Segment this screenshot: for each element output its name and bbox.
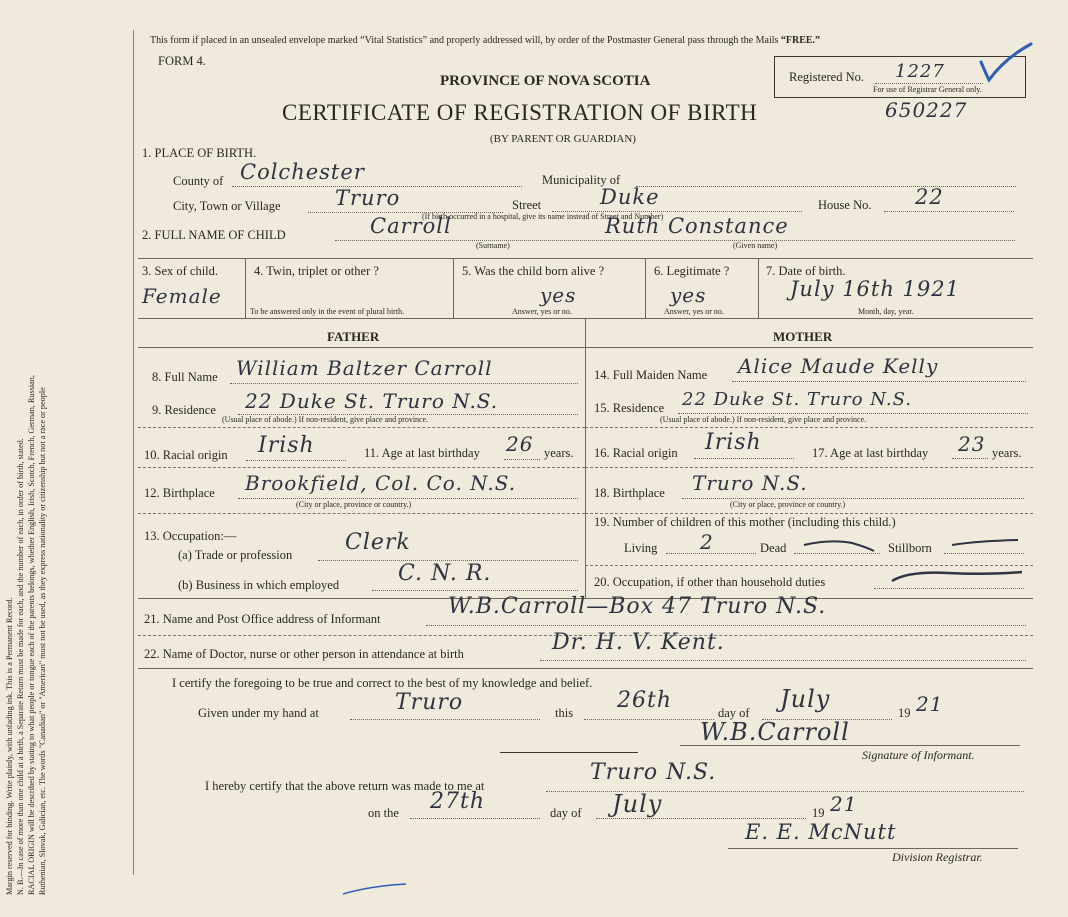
margin-rule [133, 30, 134, 875]
father-residence-note: (Usual place of abode.) If non-resident, give place and province. [222, 415, 429, 424]
margin-note-multiple-births: N. B.—In case of more than one child at a birth, a Separate Return must be made for each, and the number of each, in order of birth, stated. [16, 438, 25, 895]
mother-age-label: 17. Age at last birthday [812, 446, 929, 460]
mother-occupation-dash-mark [888, 567, 1028, 589]
child-surname-value: Carroll [370, 214, 452, 238]
given-year-value: 21 [916, 692, 944, 716]
dead-label: Dead [760, 541, 787, 555]
father-birthplace-value: Brookfield, Col. Co. N.S. [245, 471, 517, 495]
date-of-birth-value: July 16th 1921 [790, 277, 961, 301]
father-name-value: William Baltzer Carroll [236, 356, 493, 380]
father-name-label: 8. Full Name [152, 370, 218, 384]
surname-caption: (Surname) [476, 241, 510, 250]
mother-name-value: Alice Maude Kelly [738, 354, 939, 378]
blue-ink-mark [340, 882, 410, 898]
registered-number: 1227 [895, 61, 945, 82]
street-value: Duke [600, 185, 660, 209]
registered-label: Registered No. [789, 70, 864, 84]
living-value: 2 [700, 530, 714, 554]
certify-text: I certify the foregoing to be true and correct to the best of my knowledge and belief. [172, 676, 593, 690]
mother-name-label: 14. Full Maiden Name [594, 368, 708, 382]
father-birthplace-label: 12. Birthplace [144, 486, 215, 500]
margin-note-racial-origin-cont: Ruthenian, Slovak, Galician, etc. The words "Canadian" or "American" must not be used, as they express nationality or citizenship but not a race or people [38, 387, 47, 895]
given-name-caption: (Given name) [733, 241, 778, 250]
mother-occupation-label: 20. Occupation, if other than household duties [594, 575, 826, 589]
date-of-birth-label: 7. Date of birth. [766, 264, 846, 278]
given-under-hand-label: Given under my hand at [198, 706, 319, 720]
trade-value: Clerk [345, 530, 411, 555]
mother-residence-value: 22 Duke St. Truro N.S. [682, 389, 913, 410]
mail-notice: This form if placed in an unsealed envelope marked “Vital Statistics” and properly addressed will, by order of the Postmaster General pass through the Mails “FREE.” [150, 35, 821, 46]
child-given-name-value: Ruth Constance [605, 214, 789, 238]
page-subtitle: (BY PARENT OR GUARDIAN) [490, 133, 636, 145]
twin-note: To be answered only in the event of plural birth. [250, 307, 405, 316]
business-label: (b) Business in which employed [178, 578, 340, 592]
born-alive-label: 5. Was the child born alive ? [462, 264, 605, 278]
hospital-note: (If birth occurred in a hospital, give its name instead of Street and Number) [422, 212, 664, 221]
form-number: FORM 4. [158, 54, 206, 68]
trade-label: (a) Trade or profession [178, 548, 293, 562]
province-heading: PROVINCE OF NOVA SCOTIA [440, 73, 651, 89]
house-number-label: House No. [818, 198, 872, 212]
handwritten-number: 650227 [885, 98, 968, 122]
city-label: City, Town or Village [173, 199, 281, 213]
father-racial-origin-value: Irish [258, 433, 315, 458]
father-age-years: years. [544, 446, 574, 460]
mother-racial-origin-value: Irish [705, 430, 762, 455]
mother-age-value: 23 [958, 432, 986, 456]
informant-signature: W.B.Carroll [700, 718, 850, 746]
registrar-year-value: 21 [830, 792, 858, 816]
mother-birthplace-note: (City or place, province or country.) [730, 500, 846, 509]
mother-age-years: years. [992, 446, 1022, 460]
registrar-month-value: July [612, 790, 663, 818]
mother-racial-origin-label: 16. Racial origin [594, 446, 678, 460]
father-residence-label: 9. Residence [152, 403, 216, 417]
given-month-value: July [780, 685, 831, 713]
sex-label: 3. Sex of child. [142, 264, 219, 278]
city-value: Truro [335, 186, 401, 210]
division-registrar-caption: Division Registrar. [892, 850, 983, 864]
registrar-general-note: For use of Registrar General only. [873, 85, 982, 94]
county-value: Colchester [240, 160, 365, 184]
municipality-label: Municipality of [542, 173, 621, 187]
given-day-of-label: day of [718, 706, 750, 720]
registrar-place-value: Truro N.S. [590, 760, 717, 785]
father-age-value: 26 [506, 432, 534, 456]
living-label: Living [624, 541, 658, 555]
father-age-label: 11. Age at last birthday [364, 446, 480, 460]
dead-dash-mark [800, 537, 880, 553]
registrar-day-value: 27th [430, 789, 486, 814]
registrar-day-of-label: day of [550, 806, 582, 820]
given-day-value: 26th [617, 688, 673, 713]
mother-birthplace-value: Truro N.S. [692, 471, 808, 495]
registrar-signature: E. E. McNutt [745, 820, 897, 844]
born-alive-note: Answer, yes or no. [512, 307, 572, 316]
street-label: Street [512, 198, 542, 212]
informant-value: W.B.Carroll—Box 47 Truro N.S. [448, 594, 827, 619]
mother-residence-note: (Usual place of abode.) If non-resident, give place and province. [660, 415, 867, 424]
doctor-value: Dr. H. V. Kent. [552, 630, 725, 655]
mail-notice-free: “FREE.” [780, 35, 821, 46]
father-birthplace-note: (City or place, province or country.) [296, 500, 412, 509]
stillborn-label: Stillborn [888, 541, 932, 555]
born-alive-value: yes [540, 283, 577, 307]
legitimate-label: 6. Legitimate ? [654, 264, 730, 278]
legitimate-note: Answer, yes or no. [664, 307, 724, 316]
house-number-value: 22 [915, 185, 944, 209]
children-count-label: 19. Number of children of this mother (including this child.) [594, 515, 896, 529]
registrar-year-prefix: 19 [812, 806, 825, 820]
registrar-certify-text: I hereby certify that the above return was made to me at [205, 779, 485, 793]
doctor-label: 22. Name of Doctor, nurse or other person in attendance at birth [144, 647, 464, 661]
margin-note-racial-origin: RACIAL ORIGIN will be described by stating to what people or tongue each of the parents belongs, whether English, Irish, Scotch, French, German, Russian, [27, 375, 36, 895]
twin-label: 4. Twin, triplet or other ? [254, 264, 379, 278]
mother-birthplace-label: 18. Birthplace [594, 486, 665, 500]
given-place-value: Truro [395, 690, 464, 715]
mother-residence-label: 15. Residence [594, 401, 665, 415]
father-heading: FATHER [327, 329, 380, 344]
sex-value: Female [142, 284, 222, 308]
given-year-prefix: 19 [898, 706, 911, 720]
place-of-birth-label: 1. PLACE OF BIRTH. [142, 146, 257, 160]
margin-note-binding: Margin reserved for binding. Write plainly, with unfading ink. This is a Permanent Record. [5, 597, 14, 895]
father-residence-value: 22 Duke St. Truro N.S. [245, 389, 499, 413]
child-name-label: 2. FULL NAME OF CHILD [142, 228, 286, 242]
legitimate-value: yes [670, 283, 707, 307]
stillborn-dash-mark [948, 535, 1022, 551]
business-value: C. N. R. [398, 561, 492, 586]
on-the-label: on the [368, 806, 399, 820]
margin-notes [4, 15, 48, 895]
informant-label: 21. Name and Post Office address of Informant [144, 612, 381, 626]
informant-signature-caption: Signature of Informant. [862, 748, 975, 762]
mother-heading: MOTHER [773, 329, 833, 344]
this-label: this [555, 706, 574, 720]
page-title: CERTIFICATE OF REGISTRATION OF BIRTH [282, 100, 758, 125]
father-occupation-label: 13. Occupation:— [144, 529, 237, 543]
date-of-birth-note: Month, day, year. [858, 307, 914, 316]
county-label: County of [173, 174, 224, 188]
checkmark-icon [975, 40, 1035, 85]
father-racial-origin-label: 10. Racial origin [144, 448, 228, 462]
